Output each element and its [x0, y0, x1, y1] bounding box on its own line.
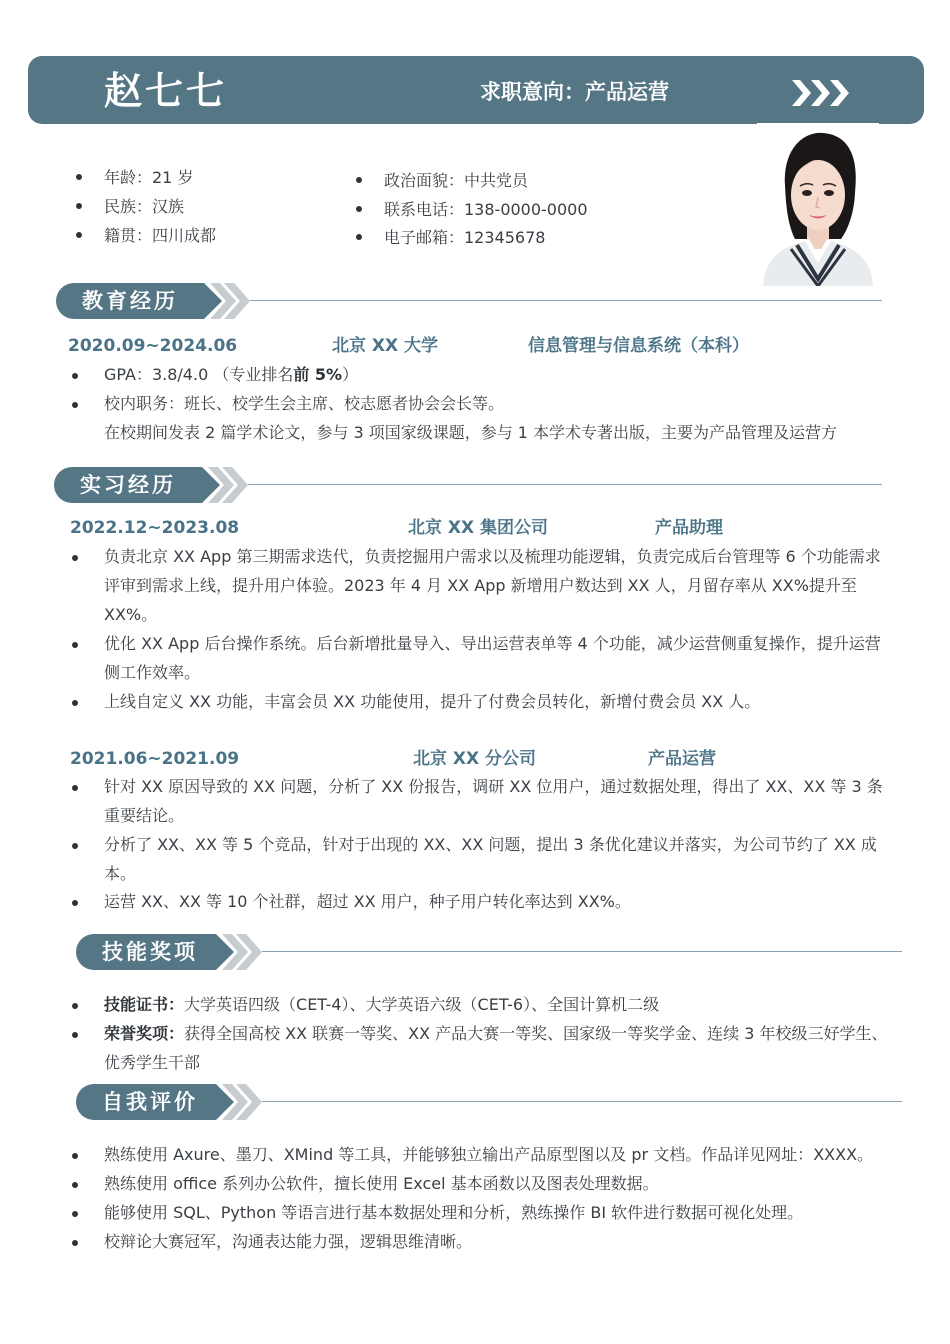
- info-email: 电子邮箱：12345678: [356, 227, 545, 249]
- info-political-status: 政治面貌：中共党员: [356, 170, 528, 192]
- education-bullet: GPA：3.8/4.0 （专业排名前 5%）: [104, 361, 904, 390]
- section-chevron-icon: [206, 283, 252, 319]
- education-bullet: 校内职务：班长、校学生会主席、校志愿者协会会长等。: [104, 390, 904, 419]
- section-divider: [248, 484, 882, 485]
- job-company: 北京 XX 分公司: [413, 749, 537, 769]
- job-intent: 求职意向：产品运营: [480, 80, 669, 104]
- info-age: 年龄：21 岁: [76, 167, 193, 189]
- section-chevron-icon: [204, 467, 250, 503]
- section-divider: [250, 300, 882, 301]
- profile-photo: [757, 123, 879, 286]
- section-divider: [262, 1101, 902, 1102]
- section-divider: [262, 951, 902, 952]
- job-company: 北京 XX 集团公司: [408, 518, 549, 538]
- info-phone: 联系电话：138-0000-0000: [356, 199, 588, 221]
- section-title-education: 教育经历: [56, 283, 204, 319]
- job-date: 2021.06~2021.09: [70, 749, 240, 769]
- job-bullet: 优化 XX App 后台操作系统。后台新增批量导入、导出运营表单等 4 个功能，减少运营侧重复操作，提升运营侧工作效率。: [104, 630, 894, 688]
- job-bullet: 分析了 XX、XX 等 5 个竞品，针对于出现的 XX、XX 问题，提出 3 条优化建议并落实，为公司节约了 XX 成本。: [104, 831, 894, 889]
- education-school: 北京 XX 大学: [332, 336, 439, 356]
- job-bullet: 针对 XX 原因导致的 XX 问题，分析了 XX 份报告，调研 XX 位用户，通过数据处理，得出了 XX、XX 等 3 条重要结论。: [104, 773, 894, 831]
- job-bullet: 负责北京 XX App 第三期需求迭代，负责挖掘用户需求以及梳理功能逻辑，负责完成后台管理等 6 个功能需求评审到需求上线，提升用户体验。2023 年 4 月 XX App 新增用户数达到 XX 人，月留存率从 XX%提升至 XX%。: [104, 543, 894, 629]
- section-chevron-icon: [218, 934, 264, 970]
- job-date: 2022.12~2023.08: [70, 518, 240, 538]
- job-bullet: 运营 XX、XX 等 10 个社群，超过 XX 用户，种子用户转化率达到 XX%。: [104, 888, 894, 917]
- section-title-self-eval: 自我评价: [76, 1084, 216, 1120]
- section-title-skills: 技能奖项: [76, 934, 216, 970]
- candidate-name: 赵七七: [104, 69, 228, 113]
- section-title-internship: 实习经历: [54, 467, 202, 503]
- job-role: 产品运营: [648, 749, 716, 769]
- skill-item: 技能证书：大学英语四级（CET-4）、大学英语六级（CET-6）、全国计算机二级: [104, 991, 894, 1020]
- info-ethnicity: 民族：汉族: [76, 196, 184, 218]
- self-eval-bullet: 校辩论大赛冠军，沟通表达能力强，逻辑思维清晰。: [104, 1228, 894, 1257]
- skill-item: 荣誉奖项：获得全国高校 XX 联赛一等奖、XX 产品大赛一等奖、国家级一等奖学金、连续 3 年校级三好学生、优秀学生干部: [104, 1020, 894, 1078]
- info-hometown: 籍贯：四川成都: [76, 225, 216, 247]
- section-chevron-icon: [218, 1084, 264, 1120]
- education-date: 2020.09~2024.06: [68, 336, 238, 356]
- self-eval-bullet: 熟练使用 Axure、墨刀、XMind 等工具，并能够独立输出产品原型图以及 pr 文档。作品详见网址：XXXX。: [104, 1141, 904, 1170]
- chevron-arrows-icon: [792, 76, 852, 110]
- job-role: 产品助理: [655, 518, 723, 538]
- self-eval-bullet: 熟练使用 office 系列办公软件，擅长使用 Excel 基本函数以及图表处理数据。: [104, 1170, 894, 1199]
- job-bullet: 上线自定义 XX 功能，丰富会员 XX 功能使用，提升了付费会员转化，新增付费会员 XX 人。: [104, 688, 894, 717]
- education-bullet: 在校期间发表 2 篇学术论文，参与 3 项国家级课题，参与 1 本学术专著出版，主要为产品管理及运营方: [104, 419, 904, 448]
- self-eval-bullet: 能够使用 SQL、Python 等语言进行基本数据处理和分析，熟练操作 BI 软件进行数据可视化处理。: [104, 1199, 894, 1228]
- education-major: 信息管理与信息系统（本科）: [528, 336, 749, 356]
